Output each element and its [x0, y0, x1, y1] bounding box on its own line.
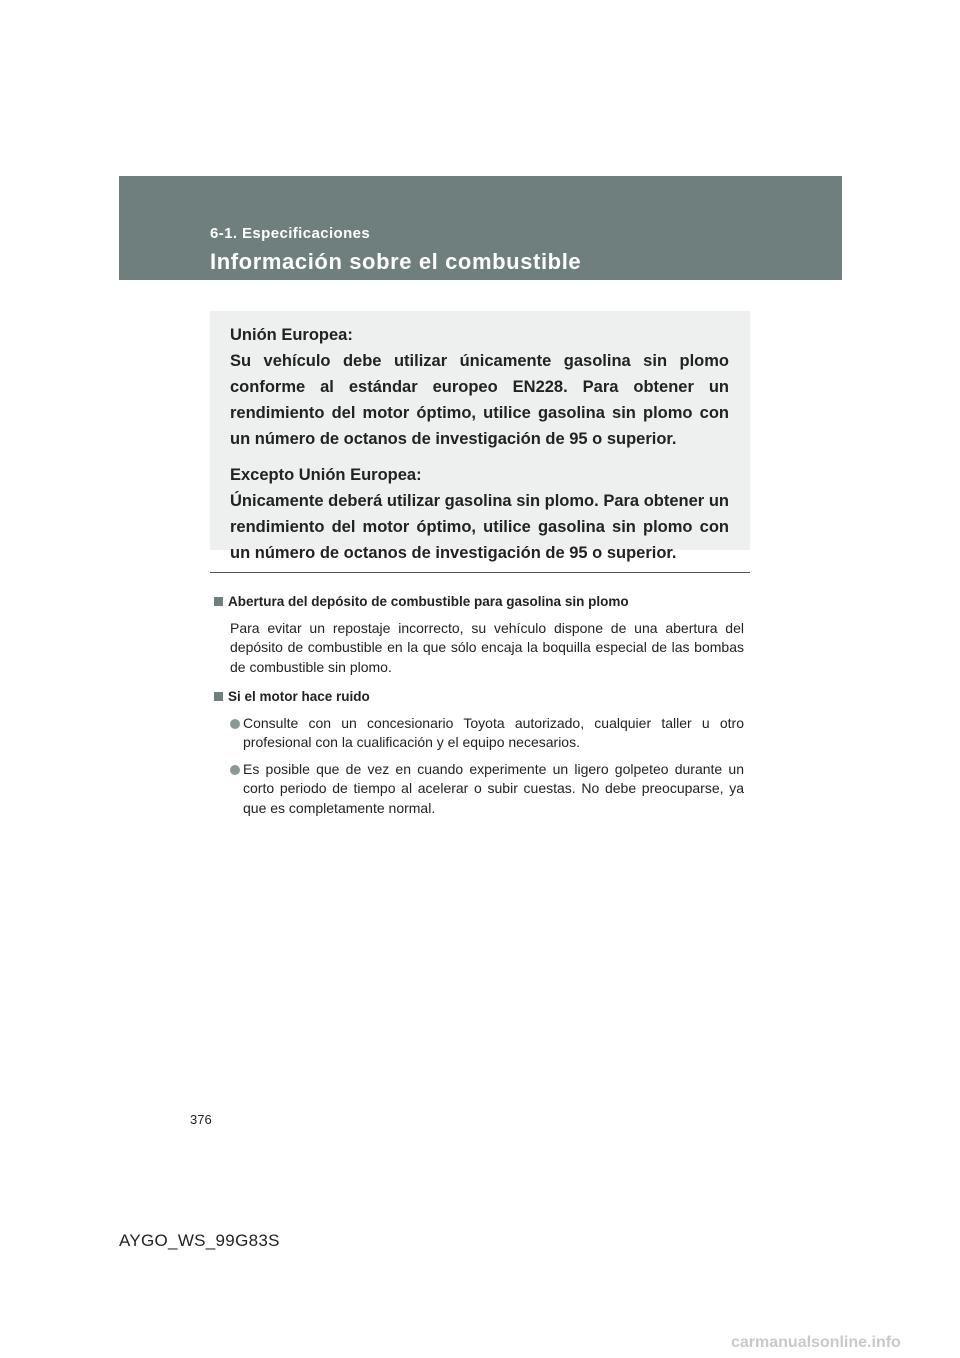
list-item: [230, 760, 744, 819]
info-content: [214, 592, 744, 818]
list-item: [230, 714, 744, 753]
document-code: AYGO_WS_99G83S: [119, 1231, 280, 1250]
list-item-text: Es posible que de vez en cuando experimente un ligero golpeteo durante un corto periodo de tiempo al acelerar o subir cuestas. No debe preocuparse, ya que es completamente normal.: [243, 760, 744, 816]
divider: [210, 572, 750, 573]
section-label: 6-1. Especificaciones: [210, 225, 371, 242]
subsection-heading: [214, 687, 744, 707]
fuel-notice-box: [210, 311, 750, 562]
square-bullet-icon: [214, 597, 223, 606]
list-item-text: Consulte con un concesionario Toyota autorizado, cualquier taller u otro profesional con la cualificación y el equipo necesarios.: [243, 714, 744, 750]
subsection-text: Para evitar un repostaje incorrecto, su vehículo dispone de una abertura del depósito de combustible en la que sólo encaja la boquilla especial de las bombas de combustible sin plomo.: [230, 619, 744, 675]
eu-text: Su vehículo debe utilizar únicamente gasolina sin plomo conforme al estándar europeo EN228. Para obtener un rendimiento del motor óptimo, utilice gasolina sin plomo con un número de octanos de investigación de 95 o superior.: [230, 352, 729, 448]
watermark: carmanualsonline.info: [731, 1334, 901, 1351]
page-header: [119, 176, 842, 280]
page-title: Información sobre el combustible: [210, 249, 582, 274]
eu-heading: Unión Europea:: [230, 326, 353, 344]
page-number: 376: [190, 1112, 212, 1127]
circle-bullet-icon: [230, 765, 240, 775]
non-eu-heading: Excepto Unión Europea:: [230, 466, 422, 484]
non-eu-text: Únicamente deberá utilizar gasolina sin plomo. Para obtener un rendimiento del motor óptimo, utilice gasolina sin plomo con un número de octanos de investigación de 95 o superior.: [230, 492, 729, 562]
subsection-heading: [214, 592, 744, 612]
subsection-heading-text: Si el motor hace ruido: [228, 689, 370, 704]
subsection-heading-text: Abertura del depósito de combustible para gasolina sin plomo: [228, 594, 629, 609]
square-bullet-icon: [214, 692, 223, 701]
circle-bullet-icon: [230, 719, 240, 729]
